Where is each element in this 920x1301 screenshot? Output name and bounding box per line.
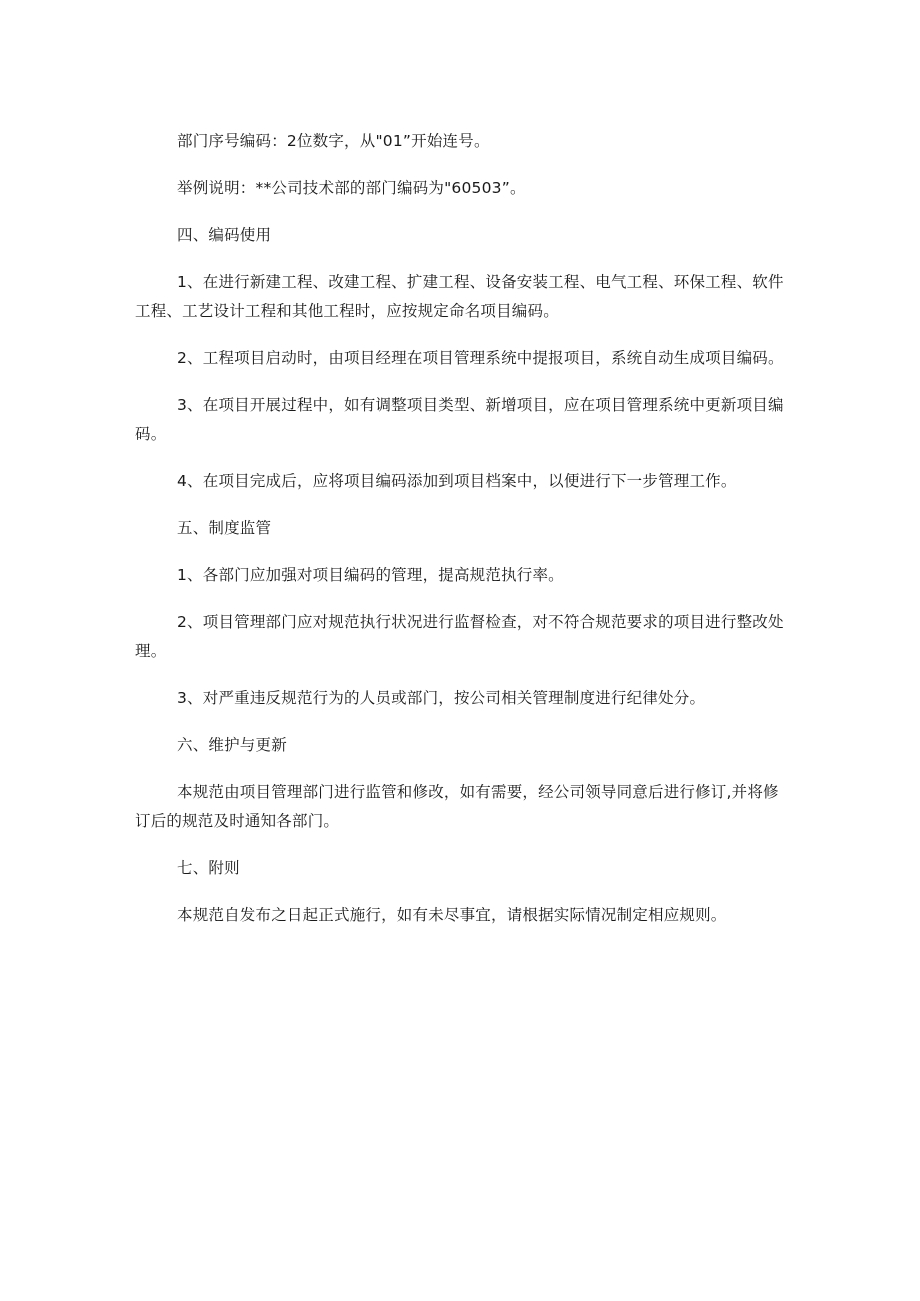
document-body (135, 127, 785, 948)
paragraph-maintenance: 本规范由项目管理部门进行监管和修改，如有需要，经公司领导同意后进行修订,并将修订后的规范及时通知各部门。 (135, 783, 779, 830)
paragraph-supplementary: 本规范自发布之日起正式施行，如有未尽事宜，请根据实际情况制定相应规则。 (177, 906, 727, 924)
section-heading-supervision: 五、制度监管 (177, 519, 272, 537)
paragraph-usage-3: 3、在项目开展过程中，如有调整项目类型、新增项目，应在项目管理系统中更新项目编码。 (135, 396, 784, 443)
paragraph-usage-2: 2、工程项目启动时，由项目经理在项目管理系统中提报项目，系统自动生成项目编码。 (177, 349, 784, 367)
paragraph-supervision-3: 3、对严重违反规范行为的人员或部门，按公司相关管理制度进行纪律处分。 (177, 689, 706, 707)
section-heading-maintenance: 六、维护与更新 (177, 736, 287, 754)
paragraph-supervision-2: 2、项目管理部门应对规范执行状况进行监督检查，对不符合规范要求的项目进行整改处理。 (135, 613, 784, 660)
paragraph-example: 举例说明：**公司技术部的部门编码为"60503”。 (177, 179, 526, 197)
section-heading-supplementary: 七、附则 (177, 859, 240, 877)
paragraph-department-sequence-code: 部门序号编码：2位数字，从"01”开始连号。 (177, 132, 490, 150)
paragraph-usage-4: 4、在项目完成后，应将项目编码添加到项目档案中，以便进行下一步管理工作。 (177, 472, 737, 490)
paragraph-supervision-1: 1、各部门应加强对项目编码的管理，提高规范执行率。 (177, 566, 564, 584)
paragraph-usage-1: 1、在进行新建工程、改建工程、扩建工程、设备安装工程、电气工程、环保工程、软件工程、工艺设计工程和其他工程时，应按规定命名项目编码。 (135, 273, 784, 320)
section-heading-code-usage: 四、编码使用 (177, 226, 272, 244)
